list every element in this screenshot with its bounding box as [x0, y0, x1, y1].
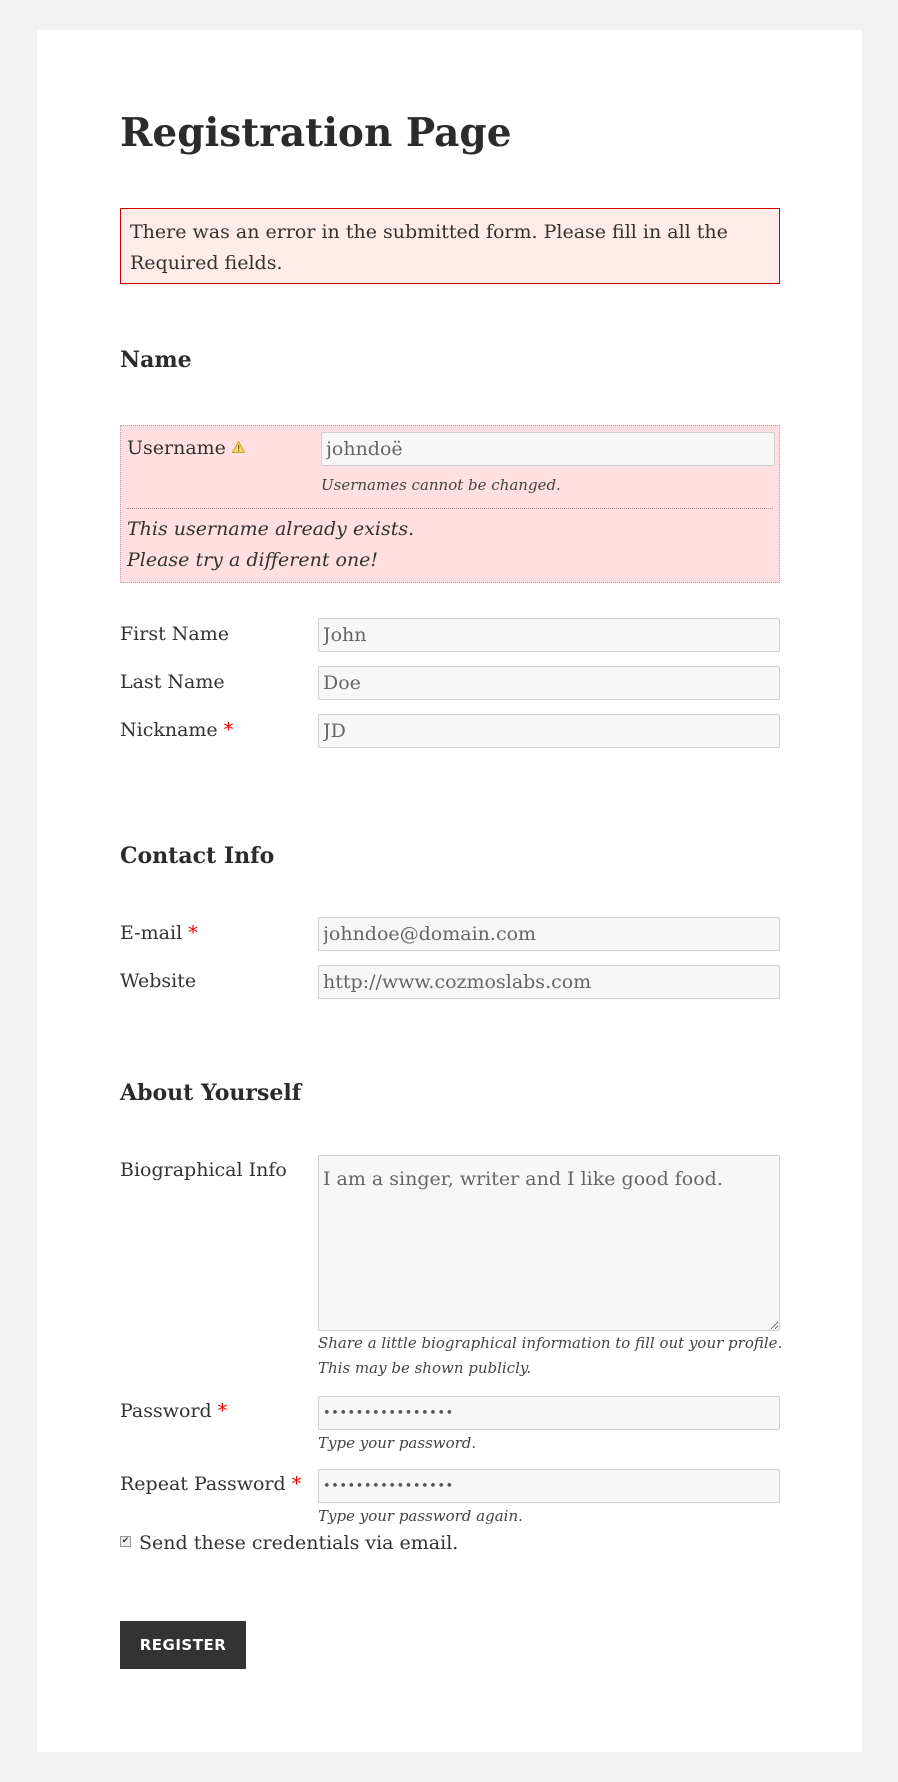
register-button[interactable]: REGISTER [120, 1621, 246, 1669]
nickname-input[interactable] [318, 714, 780, 748]
email-label: E-mail * [120, 922, 198, 944]
section-heading-about: About Yourself [120, 1080, 302, 1106]
username-error-text: This username already exists. Please try a different one! [127, 518, 415, 571]
username-error-block [120, 425, 780, 583]
password-label: Password * [120, 1400, 228, 1422]
required-mark: * [188, 922, 198, 944]
website-input[interactable] [318, 965, 780, 999]
send-credentials-label: Send these credentials via email. [139, 1532, 459, 1554]
username-input[interactable] [321, 432, 775, 466]
required-mark: * [217, 1400, 228, 1422]
username-hint: Usernames cannot be changed. [321, 476, 561, 494]
last-name-label: Last Name [120, 671, 225, 693]
password-input[interactable] [318, 1396, 780, 1430]
repeat-password-hint: Type your password again. [318, 1507, 523, 1525]
first-name-input[interactable] [318, 618, 780, 652]
repeat-password-input[interactable] [318, 1469, 780, 1503]
website-label: Website [120, 970, 197, 992]
warning-icon [232, 441, 245, 453]
password-hint: Type your password. [318, 1434, 477, 1452]
section-heading-name: Name [120, 347, 192, 373]
first-name-label: First Name [120, 623, 229, 645]
bio-label: Biographical Info [120, 1159, 287, 1181]
page-title: Registration Page [120, 110, 512, 156]
required-mark: * [223, 719, 234, 741]
send-credentials-checkbox[interactable]: ✔ [121, 1535, 130, 1546]
section-heading-contact: Contact Info [120, 843, 275, 869]
registration-card [37, 30, 862, 1752]
bio-hint: Share a little biographical information to fill out your profile. This may be shown publicly. [318, 1334, 783, 1377]
send-credentials-row [120, 1532, 458, 1554]
required-mark: * [291, 1473, 302, 1495]
repeat-password-label: Repeat Password * [120, 1473, 302, 1495]
username-label: Username [127, 436, 245, 461]
nickname-label: Nickname * [120, 719, 234, 741]
email-input[interactable] [318, 917, 780, 951]
last-name-input[interactable] [318, 666, 780, 700]
bio-textarea[interactable] [318, 1155, 780, 1331]
form-error-message: There was an error in the submitted form. Please fill in all the Required fields. [120, 208, 780, 284]
username-separator [127, 508, 773, 509]
